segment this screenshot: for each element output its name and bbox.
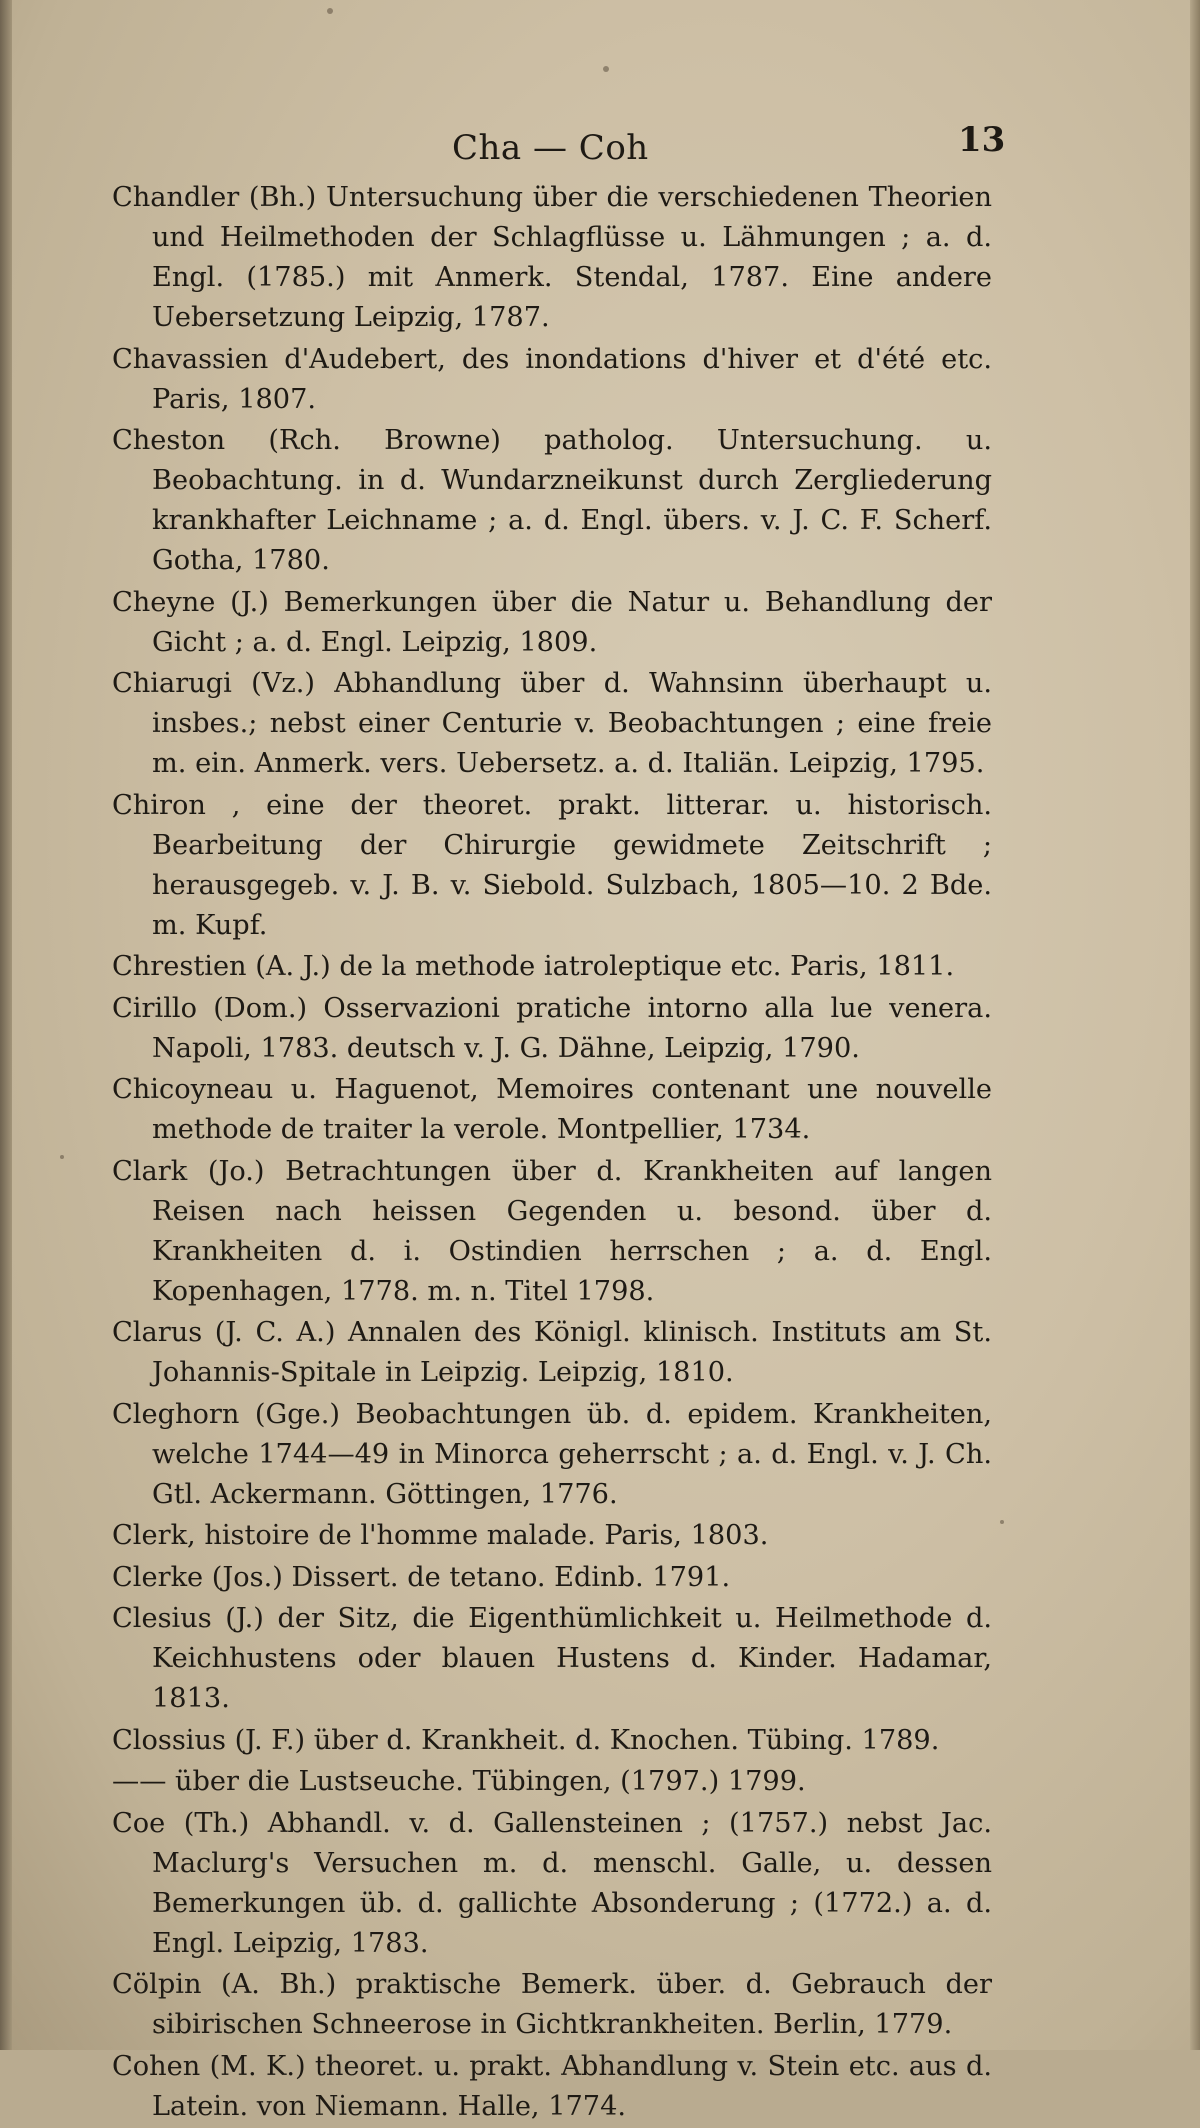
running-head: Cha — Coh: [452, 128, 649, 168]
entry-clarus: Clarus (J. C. A.) Annalen des Königl. klinisch. Instituts am St. Johannis-Spitale in Leipzig. Leipzig, 1810.: [112, 1317, 992, 1388]
entry-chiron: Chiron , eine der theoret. prakt. litterar. u. historisch. Bearbeitung der Chirurgie gewidmete Zeitschrift ; herausgegeb. v. J. B. v. Siebold. Sulzbach, 1805—10. 2 Bde. m. Kupf.: [112, 789, 992, 941]
entry-coelpin: Cölpin (A. Bh.) praktische Bemerk. über. d. Gebrauch der sibirischen Schneerose in Gichtkrankheiten. Berlin, 1779.: [112, 1969, 992, 2040]
entry-chandler: Chandler (Bh.) Untersuchung über die verschiedenen Theorien und Heilmethoden der Schlagflüsse u. Lähmungen ; a. d. Engl. (1785.) mit Anmerk. Stendal, 1787. Eine andere Uebersetzung Leipzig, 1787.: [112, 182, 992, 333]
entry-clark: Clark (Jo.) Betrachtungen über d. Krankheiten auf langen Reisen nach heissen Gegenden u. besond. über d. Krankheiten d. i. Ostindien herrschen ; a. d. Engl. Kopenhagen, 1778. m. n. Titel 1798.: [112, 1155, 992, 1307]
paper-speck: [1000, 1520, 1004, 1524]
entry-chicoyneau: Chicoyneau u. Haguenot, Memoires contenant une nouvelle methode de traiter la verole. Montpellier, 1734.: [112, 1074, 992, 1145]
entry-cheston: Cheston (Rch. Browne) patholog. Untersuchung. u. Beobachtung. in d. Wundarzneikunst durch Zergliederung krankhafter Leichname ; a. d. Engl. übers. v. J. C. F. Scherf. Gotha, 1780.: [112, 425, 992, 576]
entry-coe: Coe (Th.) Abhandl. v. d. Gallensteinen ; (1757.) nebst Jac. Maclurg's Versuchen m. d. menschl. Galle, u. dessen Bemerkungen üb. d. gallichte Absonderung ; (1772.) a. d. Engl. Leipzig, 1783.: [112, 1807, 992, 1959]
bibliography-entries: [112, 178, 992, 2128]
paper-speck: [60, 1155, 64, 1159]
entry-cohen: Cohen (M. K.) theoret. u. prakt. Abhandlung v. Stein etc. aus d. Latein. von Niemann. Halle, 1774.: [112, 2050, 992, 2122]
page-number: 13: [958, 120, 1006, 160]
paper-speck: [327, 8, 333, 14]
entry-cirillo: Cirillo (Dom.) Osservazioni pratiche intorno alla lue venera. Napoli, 1783. deutsch v. J. G. Dähne, Leipzig, 1790.: [112, 992, 992, 1064]
entry-cheyne: Cheyne (J.) Bemerkungen über die Natur u. Behandlung der Gicht ; a. d. Engl. Leipzig, 1809.: [112, 586, 992, 658]
entry-cleghorn: Cleghorn (Gge.) Beobachtungen üb. d. epidem. Krankheiten, welche 1744—49 in Minorca geherrscht ; a. d. Engl. v. J. Ch. Gtl. Ackermann. Göttingen, 1776.: [112, 1398, 992, 1510]
paper-speck: [603, 66, 609, 72]
entry-clerk: Clerk, histoire de l'homme malade. Paris, 1803.: [112, 1520, 769, 1551]
entry-clesius: Clesius (J.) der Sitz, die Eigenthümlichkeit u. Heilmethode d. Keichhustens oder blauen Hustens d. Kinder. Hadamar, 1813.: [112, 1603, 992, 1714]
entry-chavassien: Chavassien d'Audebert, des inondations d'hiver et d'été etc. Paris, 1807.: [112, 343, 992, 415]
entry-clossius: Clossius (J. F.) über d. Krankheit. d. Knochen. Tübing. 1789.: [112, 1724, 940, 1756]
entry-clossius-continued: —— über die Lustseuche. Tübingen, (1797.) 1799.: [112, 1766, 806, 1797]
entry-clerke: Clerke (Jos.) Dissert. de tetano. Edinb. 1791.: [112, 1561, 731, 1593]
entry-chrestien: Chrestien (A. J.) de la methode iatroleptique etc. Paris, 1811.: [112, 951, 955, 982]
entry-chiarugi: Chiarugi (Vz.) Abhandlung über d. Wahnsinn überhaupt u. insbes.; nebst einer Centurie v. Beobachtungen ; eine freie m. ein. Anmerk. vers. Uebersetz. a. d. Italiän. Leipzig, 1795.: [112, 668, 992, 779]
